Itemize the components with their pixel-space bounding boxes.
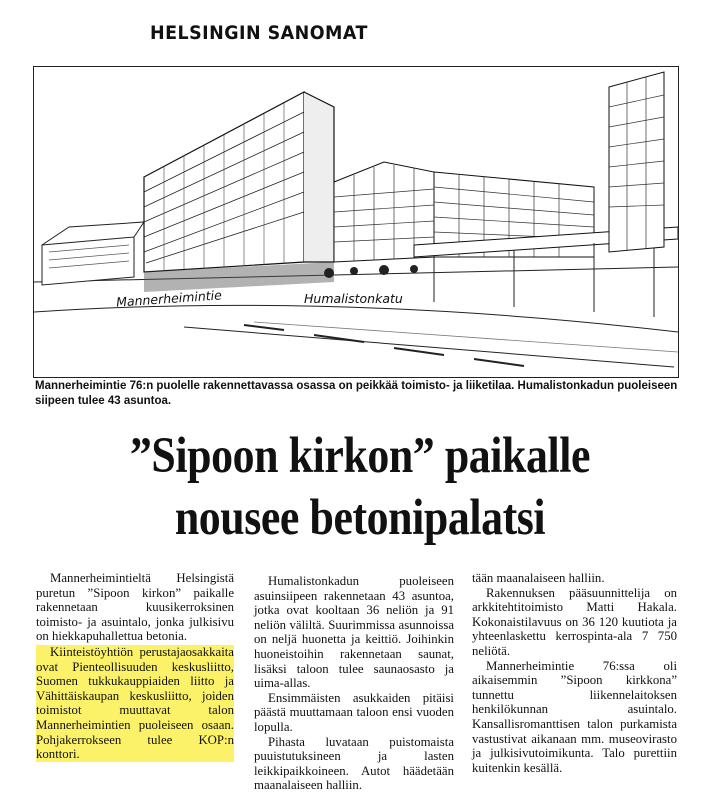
newspaper-masthead: HELSINGIN SANOMAT [150,22,368,44]
headline-line-2: nousee betonipalatsi [174,490,546,546]
article-headline [85,425,635,549]
photo-caption: Mannerheimintie 76:n puolelle rakennettavassa osassa on peikkää toimisto- ja liiketilaa. Humalistonkadun puoleiseen siipeen tulee 43 asuntoa. [35,380,678,407]
street-label-humalistonkatu: Humalistonkatu [304,291,403,306]
street-label-mannerheimintie: Mannerheimintie [115,287,223,310]
column-2-paragraph-1: Humalistonkadun puoleiseen asuinsiipeen rakennetaan 43 asuntoa, jotka ovat kooltaan 36 neliön ja 91 neliön väliltä. Suurimmissa asunnoissa on neljä huonetta ja keittiö. Joihinkin huoneistoihin rakennetaan saunat, lisäksi taloon tulee saunaosasto ja uima-allas. [254,574,454,691]
column-2-paragraph-3: Pihasta luvataan puistomaista puuistutuksineen ja lasten leikkipaikkoineen. Autot häädetään maanalaiseen halliin. [254,734,454,793]
highlighted-passage [36,645,234,762]
column-1-paragraph-1: Mannerheimintieltä Helsingistä puretun ”Sipoon kirkon” paikalle rakennetaan kuusikerroksinen toimisto- ja asuintalo, jonka julkisivu on hiekkapuhallettua betonia. [36,571,234,644]
headline-line-1: ”Sipoon kirkon” paikalle [129,428,591,484]
column-2-paragraph-2: Ensimmäisten asukkaiden pitäisi päästä muuttamaan taloon ensi vuoden lopulla. [254,690,454,734]
architectural-illustration [33,66,679,378]
column-3-paragraph-0: tään maanalaiseen halliin. [472,571,605,585]
building-drawing [34,67,678,377]
column-1-paragraph-2: Kiinteistöyhtiön perustajaosakkaita ovat Pienteollisuuden keskusliitto, Suomen tukkukauppiaiden liitto ja Vähittäiskaupan keskusliitto, joiden toimistot muuttavat talon Mannerheimintien puoleiseen osaan. Pohjakerrokseen tulee KOP:n konttori. [36,644,234,762]
column-3-paragraph-1: Rakennuksen pääsuunnittelija on arkkitehtitoimisto Matti Hakala. Kokonaistilavuus on 36 120 kuutiota ja yhteenlaskettu kerrospinta-ala 7 750 neliötä. [472,585,677,658]
article-column-1 [36,571,234,762]
column-3-paragraph-2: Mannerheimintie 76:ssa oli aikaisemmin ”Sipoon kirkkona” tunnettu liikennelaitoksen henkilökunnan asuintalo. Kansallisromanttisen talon purkamista vastustivat aikanaan mm. museovirasto ja julkisivutoimikunta. Talo purettiin kuitenkin kesällä. [472,658,677,775]
article-column-3 [472,571,677,775]
article-column-2 [254,574,454,793]
